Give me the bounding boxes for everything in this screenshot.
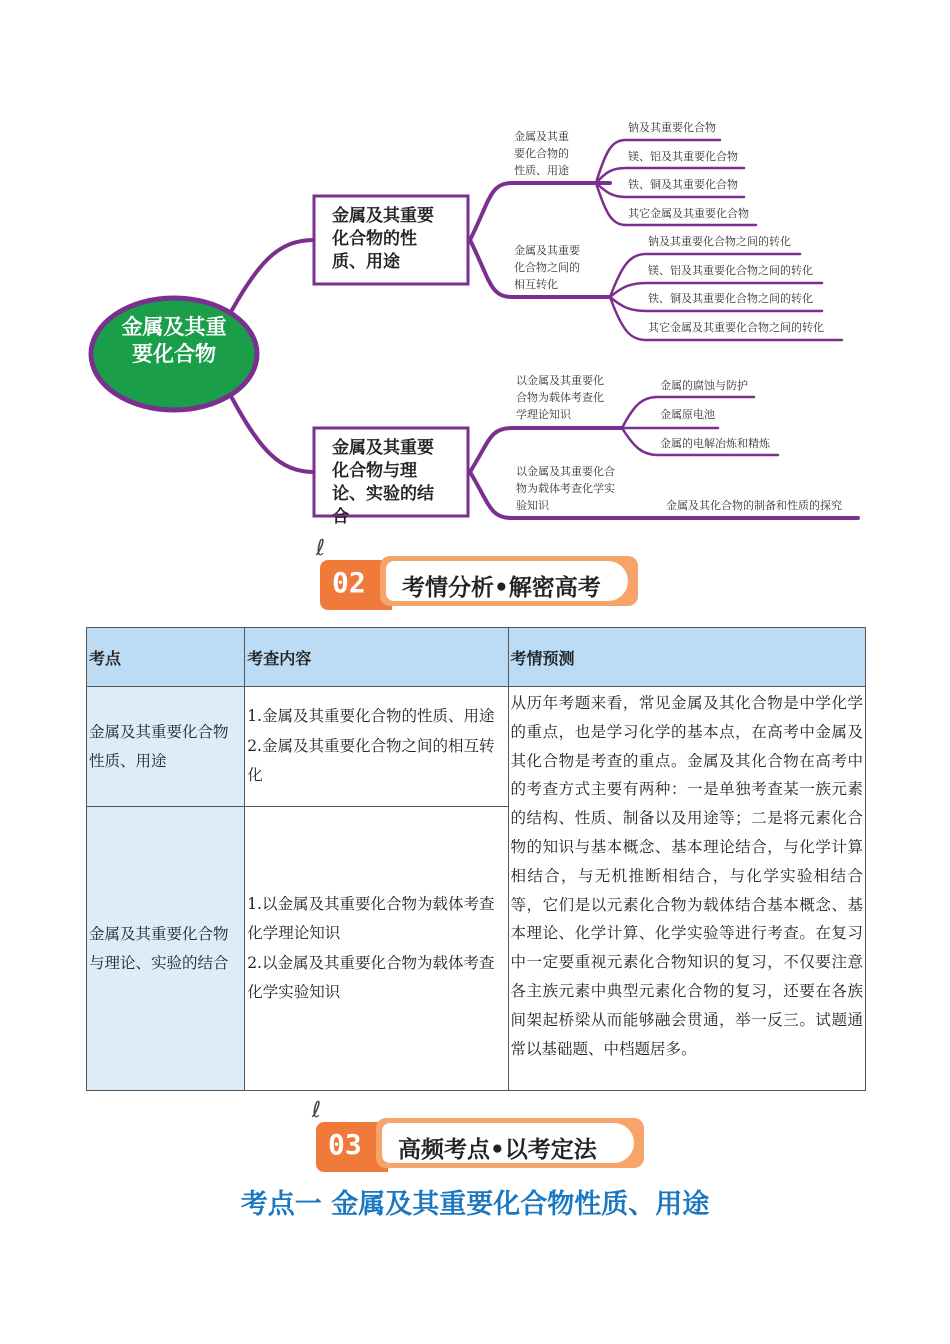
row2-content bbox=[245, 807, 508, 1091]
leaf-4-1: 金属及其化合物的制备和性质的探究 bbox=[666, 499, 842, 512]
hook-icon: ℓ bbox=[312, 1098, 322, 1123]
sub1-label: 金属及其重要化合物的性质、用途 bbox=[514, 130, 569, 177]
exam-analysis-table bbox=[86, 627, 866, 1091]
section-banner-03 bbox=[312, 1098, 646, 1176]
banner-02-body bbox=[380, 556, 638, 606]
banner-02-title: 考情分析•解密高考 bbox=[402, 575, 601, 601]
table-header-row bbox=[87, 628, 866, 687]
connector-root-branch1 bbox=[232, 240, 314, 310]
sub4-label: 以金属及其重要化合物为载体考查化学实验知识 bbox=[516, 465, 615, 512]
header-forecast: 考情预测 bbox=[508, 628, 865, 687]
branch1-label: 金属及其重要化合物的性质、用途 bbox=[332, 206, 434, 272]
banner-03-inner bbox=[382, 1123, 634, 1163]
leaf-3-2: 金属原电池 bbox=[660, 408, 715, 421]
row2-content-item: 1.以金属及其重要化合物为载体考查化学理论知识 bbox=[247, 894, 495, 942]
connector-root-branch2 bbox=[232, 398, 314, 472]
row2-content-item: 2.以金属及其重要化合物为载体考查化学实验知识 bbox=[247, 953, 495, 1001]
banner-03-number: 03 bbox=[328, 1128, 362, 1161]
leaf-1-2: 镁、铝及其重要化合物 bbox=[628, 150, 738, 163]
connector-branch1-sub1 bbox=[470, 183, 610, 240]
leaf-1-4: 其它金属及其重要化合物 bbox=[628, 207, 749, 220]
mind-map bbox=[0, 0, 950, 540]
row1-content bbox=[245, 687, 508, 807]
leaf-2-3: 铁、铜及其重要化合物之间的转化 bbox=[648, 292, 813, 305]
row2-point: 金属及其重要化合物与理论、实验的结合 bbox=[87, 807, 245, 1091]
row1-point: 金属及其重要化合物性质、用途 bbox=[87, 687, 245, 807]
leaf-2-4: 其它金属及其重要化合物之间的转化 bbox=[648, 321, 824, 334]
row1-content-item: 2.金属及其重要化合物之间的相互转化 bbox=[247, 736, 495, 785]
leaf-3-1: 金属的腐蚀与防护 bbox=[660, 379, 748, 392]
table-row bbox=[87, 687, 866, 807]
banner-02-inner bbox=[386, 561, 628, 601]
sub3-label: 以金属及其重要化合物为载体考查化学理论知识 bbox=[516, 374, 604, 421]
forecast-cell: 从历年考题来看，常见金属及其化合物是中学化学的重点，也是学习化学的基本点，在高考中金属及其化合物是考查的重点。金属及其化合物在高考中的考查方式主要有两种：一是单独考查某一族元素的结构、性质、制备以及用途等；二是将元素化合物的知识与基本概念、基本理论结合，与化学计算相结合，与无机推断相结合，与化学实验相结合等，它们是以元素化合物为载体结合基本概念、基本理论、化学计算、化学实验等进行考查。在复习中一定要重视元素化合物知识的复习，不仅要注意各主族元素中典型元素化合物的复习，还要在各族间架起桥梁从而能够融会贯通，举一反三。试题通常以基础题、中档题居多。 bbox=[508, 687, 865, 1091]
section-banner-02 bbox=[316, 536, 640, 614]
header-content: 考查内容 bbox=[245, 628, 508, 687]
banner-03-title: 高频考点•以考定法 bbox=[398, 1137, 597, 1163]
leaf-3-3: 金属的电解冶炼和精炼 bbox=[660, 437, 770, 450]
header-point: 考点 bbox=[87, 628, 245, 687]
section-title: 考点一 金属及其重要化合物性质、用途 bbox=[240, 1189, 710, 1220]
row1-content-item: 1.金属及其重要化合物的性质、用途 bbox=[247, 707, 495, 726]
leaf-2-1: 钠及其重要化合物之间的转化 bbox=[648, 235, 791, 248]
sub2-label: 金属及其重要化合物之间的相互转化 bbox=[514, 244, 580, 291]
banner-02-number: 02 bbox=[332, 566, 366, 599]
hook-icon: ℓ bbox=[316, 536, 326, 561]
root-node-label: 金属及其重要化合物 bbox=[121, 315, 227, 366]
banner-03-body bbox=[376, 1118, 644, 1168]
leaf-1-3: 铁、铜及其重要化合物 bbox=[628, 178, 738, 191]
leaf-2-2: 镁、铝及其重要化合物之间的转化 bbox=[648, 264, 813, 277]
branch2-label: 金属及其重要化合物与理论、实验的结合 bbox=[332, 438, 434, 527]
leaf-1-1: 钠及其重要化合物 bbox=[628, 121, 716, 134]
